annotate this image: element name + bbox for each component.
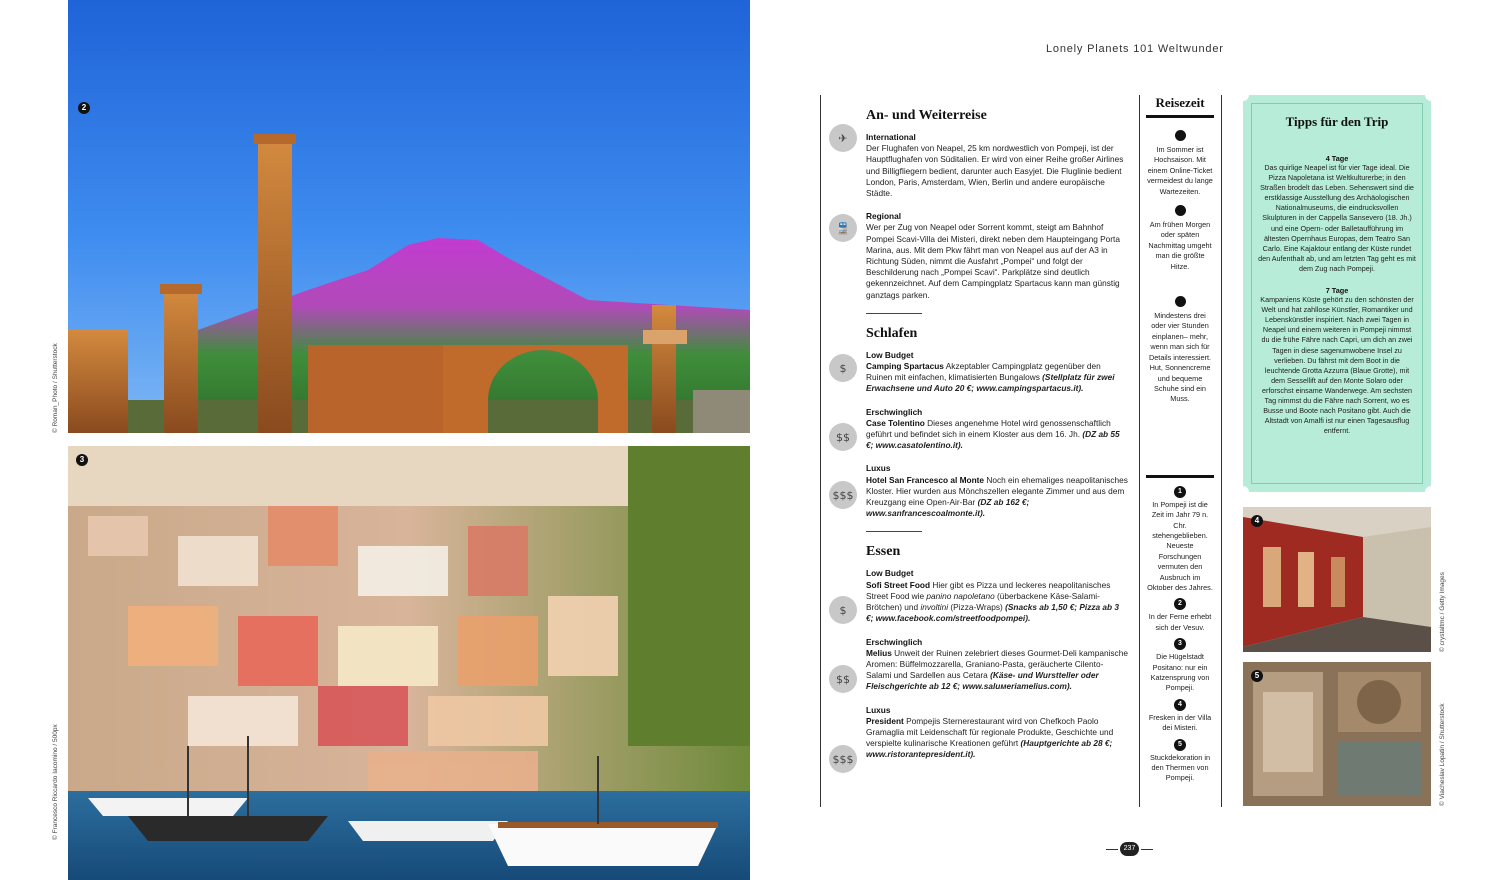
photo-stucco [1243,662,1431,806]
airplane-icon: ✈ [829,124,857,152]
entry-text: Der Flughafen von Neapel, 25 km nordwestlich von Pompeji, ist der Hauptflughafen von Süditalien. Er wird von einer Reihe großer Airlines und Billigfliegern bedient, darunter auch Easyjet. Die Fluglinie bedient London, Paris, Amsterdam, Wien, Berlin und andere europäische Städte. [866,143,1124,199]
running-head: Lonely Planets 101 Weltwunder [1046,43,1224,55]
column-rule [820,95,821,807]
tips-box [1243,95,1431,492]
caption-text: Fresken in der Villa dei Misteri. [1148,712,1212,733]
entry-emphasis: panino napoletano [926,590,995,601]
section-title-travel: An- und Weiterreise [866,108,987,123]
caption-text: Die Hügelstadt Positano: nur ein Katzensprung von Pompeji. [1150,652,1210,693]
price-lux-icon: $$$ [829,481,857,509]
caption-text: In der Ferne erhebt sich der Vesuv. [1148,612,1212,632]
train-icon: 🚆 [829,214,857,242]
photo-pompeii-vesuvius [68,0,750,433]
price-low-icon: $ [829,596,857,624]
price-mid-icon: $$ [829,665,857,693]
reisezeit-item: Am frühen Morgen oder späten Nachmittag umgeht man die größte Hitze. [1148,220,1212,271]
entry-regional [866,211,1128,301]
section-title-sleep: Schlafen [866,325,918,341]
price-mid-icon: $$ [829,423,857,451]
caption-number: 1 [1174,486,1186,498]
column-rule [1139,95,1140,807]
photo-credit: © crystaltmc / Getty Images [1439,572,1446,652]
caption-text: In Pompeji ist die Zeit im Jahr 79 n. Chr. stehengeblieben. Neueste Forschungen vermuten den Ausbruch im Oktober des Jahres. [1147,499,1213,592]
caption-number: 2 [1174,598,1186,610]
tips-text: Das quirlige Neapel ist für vier Tage ideal. Die Pizza Napoletana ist Weltkulturerbe; in den Straßen brodelt das Leben. Sehenswert sind die erstklassige Ausstellung des Archäologischen Nationalmuseums, die eindrucksvollen Skulpturen in der Cappella Sansevero (18. Jh.) und eine Opern- oder Balletaufführung im ältesten Opernhaus Europas, dem Teatro San Carlo. Eine Kajaktour entlang der Küste rundet den Aufenthalt ab, und am letzten Tag geht es mit dem Zug nach Pompeji. [1258,163,1416,273]
entry-name: Case Tolentino [866,417,925,428]
caption-number: 5 [1174,739,1186,751]
section-divider [866,313,922,314]
entry-price: (Hauptgerichte ab 28 €; www.ristorantepresident.it). [866,738,1113,760]
entry-label: Erschwinglich [866,406,923,417]
bullet-dot [1175,296,1186,307]
caption-number: 4 [1174,699,1186,711]
box-corner [1237,89,1249,101]
tips-text: Kampaniens Küste gehört zu den schönsten der Welt und hat zahllose Künstler, Romantiker und Lebenskünstler inspiriert. Nach zwei Tagen in Neapel und einem weiteren in Pompeji nimmst du die frühe Fähre nach Capri, um dich an zwei Tagen in diese sagenumwobene Insel zu verlieben. Du fährst mit dem Boot in die leuchtende Grotta Azzurra (Blaue Grotte), mit dem Sessellift auf den Monte Solaro oder erforschst einsame Wanderwege. Am sechsten Tag nimmst du die Fähre nach Sorrent, wo es Busse und Boote nach Positano gibt. Auch die Altstadt von Amalfi ist nur einen Tagesausflug entfernt. [1260,295,1414,436]
price-low-icon: $ [829,354,857,382]
entry-text: Noch ein ehemaliges neapolitanisches Kloster. Hier wurden aus Mönchszellen elegante Zimmer und aus dem Kreuzgang eine Open-Air-Bar [866,474,1128,508]
entry-text: (Pizza-Wraps) [948,602,1006,613]
column-rule-thick [1146,475,1214,478]
entry-name: Hotel San Francesco al Monte [866,474,985,485]
box-corner [1237,486,1249,498]
entry-label: Regional [866,211,902,222]
entry-price: (DZ ab 55 €; www.casatolentino.it). [866,429,1120,451]
box-corner [1425,89,1437,101]
main-column [866,108,1128,773]
reisezeit-item: Im Sommer ist Hochsaison. Mit einem Online-Ticket vermeidest du lange Wartezeiten. [1147,145,1213,196]
section-divider [866,531,922,532]
entry-emphasis: involtini [920,602,949,613]
entry-label: Low Budget [866,349,914,360]
reisezeit-title: Reisezeit [1155,95,1205,110]
entry-sleep-lux [866,463,1128,519]
entry-name: Sofi Street Food [866,579,931,590]
photo-credit: © Francesco Riccardo Iacomino / 500px [52,724,59,840]
entry-international [866,132,1128,199]
tips-subtitle: 7 Tage [1325,286,1349,296]
tips-subtitle: 4 Tage [1325,154,1349,163]
entry-text: Wer per Zug von Neapel oder Sorrent kommt, steigt am Bahnhof Pompei Scavi-Villa dei Misteri, direkt neben dem Haupteingang Porta Marina, aus. Mit dem Pkw fährt man von Neapel aus auf der A3 in Richtung Süden, nimmt die Ausfahrt „Pompei“ und folgt der Beschilderung nach „Pompei Scavi“. Parkplätze sind deutlich gekennzeichnet. Auf dem Campingplatz Spartacus kann man günstig ganztags parken. [866,222,1120,300]
entry-price: (Stellplatz für zwei Erwachsene und Auto 20 €; www.campingspartacus.it). [866,372,1115,394]
entry-label: Luxus [866,704,891,715]
entry-label: Erschwinglich [866,636,923,647]
entry-text: Dieses angenehme Hotel wird genossenschaftlich geführt und befindet sich in einem Kloster aus dem 16. Jh. [866,417,1111,440]
entry-label: International [866,132,916,142]
caption-text: Stuckdekoration in den Thermen von Pompeji. [1149,752,1211,783]
entry-text: Hier gibt es Pizza und leckeres neapolitanisches Street Food wie [866,579,1111,601]
photo-credit: © Roman_Photo / Shutterstock [52,343,59,433]
reisezeit-item: Mindestens drei oder vier Stunden einplanen– mehr, wenn man sich für Details interessiert. Hut, Sonnencreme und bequeme Schuhe sind ein Muss. [1148,311,1212,404]
entry-price: (DZ ab 162 €; www.sanfrancescoalmonte.it). [866,497,1030,519]
bullet-dot [1175,130,1186,141]
entry-price: (Käse- und Wurstteller oder Fleischgerichte ab 12 €; www.saluмeriamelius.com). [866,670,1099,692]
photo-fresco [1243,507,1431,652]
entry-eat-mid [866,637,1128,693]
column-rule [1221,95,1222,807]
entry-sleep-mid [866,407,1128,452]
tips-title: Tipps für den Trip [1285,114,1389,129]
section-title-eat: Essen [866,544,901,560]
photo-positano [68,446,750,880]
entry-name: Melius [866,647,892,658]
caption-number: 3 [1174,638,1186,650]
bullet-dot [1175,205,1186,216]
photo-credit: © Viacheslav Lopatin / Shutterstock [1439,703,1446,806]
entry-text: (überbackene Käse-Salami-Brötchen) und [866,590,1100,613]
entry-sleep-low [866,350,1128,395]
entry-text: Unweit der Ruinen zelebriert dieses Gourmet-Deli kampanische Aromen: Büffelmozzarella, Graniano-Pasta, geräucherte Cilento-Salami und Sardellen aus Cetara [866,647,1128,681]
page-number: 237 [1120,842,1139,856]
photo-number-badge: 3 [76,454,88,466]
tips-box-inner [1251,103,1423,484]
entry-price: (Snacks ab 1,50 €; Pizza ab 3 €; www.facebook.com/streetfoodpompei). [866,602,1120,624]
entry-label: Low Budget [866,568,914,579]
photo-number-badge: 4 [1251,515,1263,527]
entry-name: Camping Spartacus [866,361,944,372]
reisezeit-column [1146,95,1214,789]
page-number-rule [1141,849,1153,850]
column-rule-thick [1146,115,1214,118]
photo-number-badge: 5 [1251,670,1263,682]
entry-eat-low [866,568,1128,624]
box-corner [1425,486,1437,498]
entry-label: Luxus [866,463,891,474]
entry-text: Akzeptabler Campingplatz gegenüber den Ruinen mit einfachen, klimatisierten Bungalows [866,361,1101,383]
entry-eat-lux [866,705,1128,761]
page-number-rule [1106,849,1118,850]
entry-text: Pompejis Sternerestaurant wird von Chefkoch Paolo Gramaglia mit Leidenschaft für regionale Produkte, Geschichte und verspielte kulinarische Kreationen geführt [866,715,1114,749]
entry-name: President [866,715,904,726]
photo-number-badge: 2 [78,102,90,114]
price-lux-icon: $$$ [829,745,857,773]
